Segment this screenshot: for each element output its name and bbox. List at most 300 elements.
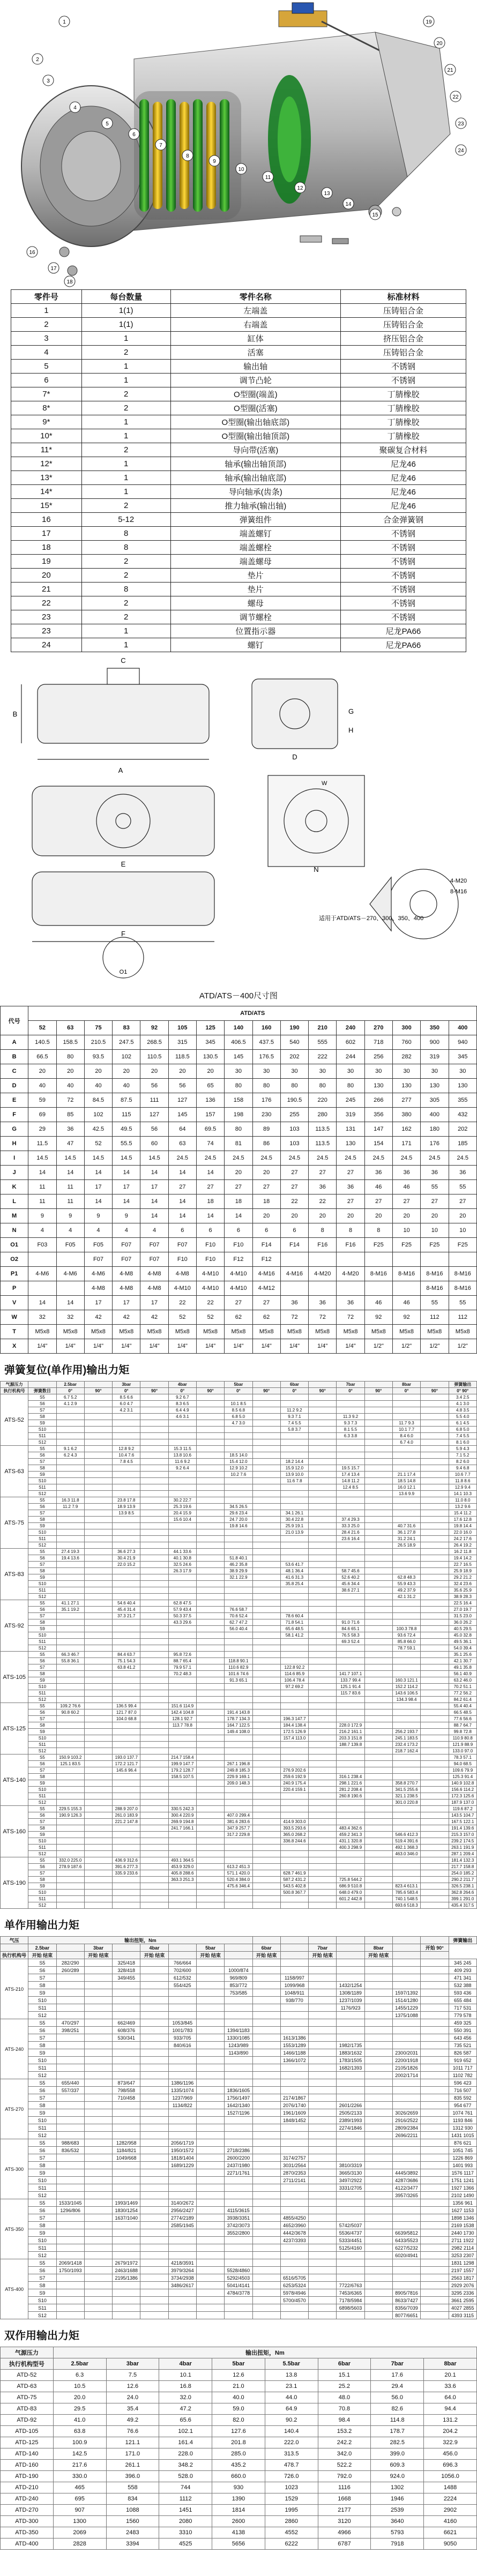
spring-cell — [84, 1459, 112, 1465]
spring-cell: 18.2 14.4 — [280, 1459, 308, 1465]
dims-model-header: 125 — [196, 1021, 224, 1035]
spring-cell — [113, 1645, 140, 1652]
spring-cell — [140, 1394, 168, 1401]
spring-cell — [252, 1857, 280, 1864]
single-cell — [84, 2162, 112, 2169]
dims-cell: M5x8 — [309, 1325, 337, 1339]
dims-cell: 11 — [28, 1194, 56, 1209]
spring-cell: 31.2 24.1 — [392, 1536, 420, 1542]
spring-cell — [337, 1800, 364, 1806]
single-cell — [84, 1997, 112, 2004]
spring-cell: 193.0 137.7 — [113, 1754, 140, 1761]
spring-cell: S7 — [28, 1562, 56, 1568]
single-cell — [309, 2304, 337, 2312]
single-cell: 1898 1346 — [449, 2214, 477, 2222]
single-cell: 2956/2427 — [168, 2207, 196, 2214]
single-cell — [168, 2049, 196, 2057]
double-cell: 660.0 — [212, 2471, 265, 2482]
dims-cell: H — [1, 1137, 28, 1151]
table-row — [1, 2154, 477, 2162]
single-cell — [364, 2177, 392, 2184]
spring-cell — [196, 1529, 224, 1536]
spring-cell — [309, 1658, 337, 1664]
spring-cell — [56, 1767, 84, 1774]
spring-cell — [196, 1639, 224, 1645]
spring-cell — [84, 1716, 112, 1722]
dims-cell: M5x8 — [364, 1325, 392, 1339]
spring-cell — [309, 1761, 337, 1767]
single-header-mid: 3bar — [84, 1944, 112, 1952]
single-cell — [196, 2139, 224, 2147]
spring-cell: 463.0 346.0 — [392, 1851, 420, 1857]
dims-cell: 56 — [140, 1079, 168, 1093]
parts-cell: 20 — [11, 569, 82, 583]
spring-cell: 196.3 147.7 — [280, 1716, 308, 1722]
single-cell — [225, 2297, 252, 2304]
double-cell: 330.0 — [53, 2471, 106, 2482]
single-cell: S9 — [28, 2169, 56, 2177]
exploded-view-drawing — [0, 0, 477, 289]
single-cell — [364, 2004, 392, 2012]
double-cell: ATD-160 — [1, 2460, 54, 2471]
spring-cell — [140, 1645, 168, 1652]
spring-cell — [140, 1883, 168, 1890]
spring-cell: 241.7 166.1 — [168, 1825, 196, 1832]
single-cell — [113, 2244, 140, 2252]
dims-cell: 4-M10 — [196, 1281, 224, 1296]
dims-model-header: 160 — [252, 1021, 280, 1035]
single-cell: 988/683 — [56, 2139, 84, 2147]
spring-cell — [225, 1542, 252, 1549]
table-row — [1, 2304, 477, 2312]
double-cell: 522.2 — [318, 2460, 371, 2471]
spring-torque-table — [0, 1381, 477, 1909]
table-row — [1, 1716, 477, 1722]
spring-subheader: 0° — [280, 1388, 308, 1394]
table-row — [1, 1742, 477, 1748]
spring-cell: S9 — [28, 1677, 56, 1684]
dims-cell: 1/4" — [140, 1339, 168, 1354]
single-cell — [337, 2079, 364, 2087]
dims-cell: 4 — [84, 1223, 112, 1238]
parts-cell: 不锈钢 — [340, 569, 466, 583]
spring-cell — [84, 1890, 112, 1896]
spring-cell: 66.3 46.7 — [56, 1652, 84, 1658]
spring-cell — [421, 1690, 449, 1697]
single-cell — [309, 1997, 337, 2004]
single-cell — [252, 2079, 280, 2087]
single-header-mid — [337, 1944, 364, 1952]
table-row — [1, 1194, 477, 1209]
spring-cell — [168, 1896, 196, 1902]
dims-cell: 22 — [280, 1194, 308, 1209]
spring-cell — [225, 1478, 252, 1484]
spring-cell: 347.9 257.7 — [225, 1825, 252, 1832]
spring-cell — [84, 1722, 112, 1729]
spring-cell — [309, 1780, 337, 1787]
single-cell — [168, 2312, 196, 2319]
single-cell — [309, 2184, 337, 2192]
spring-cell: 151.6 114.9 — [168, 1703, 196, 1709]
dims-cell: 400 — [421, 1108, 449, 1122]
spring-cell — [225, 1394, 252, 1401]
spring-cell: S9 — [28, 1523, 56, 1529]
spring-cell — [280, 1542, 308, 1549]
spring-cell: 5.5 4.0 — [449, 1414, 477, 1420]
single-cell — [168, 2012, 196, 2019]
spring-cell — [56, 1420, 84, 1427]
spring-cell: 228.0 172.9 — [337, 1722, 364, 1729]
spring-cell — [113, 1800, 140, 1806]
table-row — [1, 1671, 477, 1677]
dims-cell: 36 — [337, 1180, 364, 1194]
spring-header — [28, 1382, 56, 1388]
single-cell — [113, 2222, 140, 2229]
single-cell — [196, 2094, 224, 2102]
single-cell — [421, 2192, 449, 2199]
single-cell — [84, 2289, 112, 2297]
dims-cell: F12 — [252, 1252, 280, 1267]
dims-cell: M5x8 — [421, 1325, 449, 1339]
spring-cell — [252, 1465, 280, 1472]
table-row — [1, 2493, 477, 2505]
spring-cell — [364, 1806, 392, 1812]
spring-cell — [309, 1890, 337, 1896]
spring-cell — [421, 1465, 449, 1472]
spring-cell — [280, 1439, 308, 1446]
single-cell — [421, 2087, 449, 2094]
dims-cell: K — [1, 1180, 28, 1194]
table-row — [1, 2124, 477, 2132]
single-cell: S5 — [28, 2199, 56, 2207]
single-cell: 2601/2266 — [337, 2102, 364, 2109]
spring-cell — [252, 1407, 280, 1414]
single-cell — [113, 2042, 140, 2049]
dims-cell: 130 — [449, 1079, 477, 1093]
spring-cell — [168, 1523, 196, 1529]
single-cell — [309, 2169, 337, 2177]
spring-cell: 13.8 10.6 — [168, 1452, 196, 1459]
single-cell — [309, 2244, 337, 2252]
dims-cell — [56, 1252, 84, 1267]
single-cell — [140, 2259, 168, 2267]
spring-cell: 32.4 23.6 — [449, 1581, 477, 1587]
spring-cell: 3.4 2.5 — [449, 1394, 477, 1401]
spring-header: 8bar — [392, 1382, 420, 1388]
spring-cell — [364, 1472, 392, 1478]
dims-code-header: 代号 — [1, 1006, 28, 1035]
spring-cell — [309, 1523, 337, 1529]
spring-cell — [140, 1806, 168, 1812]
table-row — [1, 2267, 477, 2274]
single-cell: 608/376 — [113, 2027, 140, 2034]
single-cell: S5 — [28, 2079, 56, 2087]
callout-number: 20 — [436, 41, 443, 47]
callout-number: 8 — [186, 153, 189, 159]
spring-cell: 46.2 35.8 — [225, 1562, 252, 1568]
spring-cell — [309, 1639, 337, 1645]
spring-subheader: 90° — [84, 1388, 112, 1394]
spring-cell — [252, 1664, 280, 1671]
single-cell — [364, 2102, 392, 2109]
spring-cell — [364, 1845, 392, 1851]
spring-cell: 336.8 244.6 — [280, 1838, 308, 1845]
spring-cell: 19.8 14.4 — [449, 1523, 477, 1529]
spring-cell: 37.4 29.3 — [337, 1517, 364, 1523]
dimension-drawing-svg — [0, 652, 477, 984]
double-cell: 1056.0 — [424, 2471, 477, 2482]
spring-cell — [225, 1845, 252, 1851]
single-cell — [196, 1997, 224, 2004]
parts-cell: 不锈钢 — [340, 583, 466, 596]
single-cell: 702/600 — [168, 1967, 196, 1974]
single-cell — [140, 2289, 168, 2297]
spring-cell — [421, 1780, 449, 1787]
dims-cell: 103 — [280, 1122, 308, 1137]
spring-cell — [56, 1427, 84, 1433]
spring-cell — [196, 1748, 224, 1754]
double-cell: 21.0 — [212, 2381, 265, 2392]
dims-cell: 718 — [364, 1035, 392, 1050]
parts-cell: 轴承(输出轴顶部) — [170, 457, 340, 471]
spring-cell: 276.9 202.6 — [280, 1767, 308, 1774]
single-cell: S10 — [28, 1997, 56, 2004]
spring-cell: 44.1 33.6 — [168, 1549, 196, 1555]
single-cell: 1533/1045 — [56, 2199, 84, 2207]
spring-cell — [84, 1401, 112, 1407]
spring-cell — [113, 1890, 140, 1896]
spring-cell — [364, 1600, 392, 1607]
dims-cell: 30 — [280, 1064, 308, 1079]
dims-cell: 1/2" — [392, 1339, 420, 1354]
dims-cell: 20 — [56, 1064, 84, 1079]
single-cell — [225, 1997, 252, 2004]
single-cell: 7453/6365 — [337, 2289, 364, 2297]
parts-header: 每台数量 — [81, 290, 170, 304]
spring-cell: 4.6 3.1 — [168, 1414, 196, 1420]
table-row — [11, 471, 466, 485]
double-cell: 40.0 — [212, 2392, 265, 2403]
spring-cell — [140, 1780, 168, 1787]
spring-cell — [421, 1478, 449, 1484]
spring-cell — [56, 1671, 84, 1677]
table-row — [1, 1296, 477, 1310]
spring-cell: 79.9 57.1 — [168, 1664, 196, 1671]
spring-cell — [309, 1825, 337, 1832]
dims-cell: 4-M6 — [56, 1267, 84, 1281]
spring-cell — [252, 1542, 280, 1549]
spring-cell — [337, 1562, 364, 1568]
spring-cell — [364, 1574, 392, 1581]
dims-cell: 900 — [421, 1035, 449, 1050]
spring-model: ATS-75 — [1, 1497, 28, 1549]
single-cell — [168, 2237, 196, 2244]
single-cell — [140, 1989, 168, 1997]
parts-cell: 2 — [81, 555, 170, 569]
spring-cell: 785.6 583.4 — [392, 1890, 420, 1896]
spring-cell — [196, 1864, 224, 1870]
spring-cell: S10 — [28, 1787, 56, 1793]
spring-cell: 13.6 9.9 — [392, 1491, 420, 1497]
single-cell: 835 592 — [449, 2094, 477, 2102]
spring-cell — [280, 1793, 308, 1800]
spring-cell — [113, 1896, 140, 1902]
table-row — [1, 2392, 477, 2403]
spring-cell: 13.2 9.6 — [449, 1504, 477, 1510]
dims-cell — [421, 1252, 449, 1267]
single-cell — [252, 2207, 280, 2214]
double-cell: 12.6 — [106, 2381, 159, 2392]
spring-cell — [196, 1690, 224, 1697]
dims-cell: 1/4" — [56, 1339, 84, 1354]
spring-cell: 8.1 5.5 — [337, 1427, 364, 1433]
single-cell: 2271/1761 — [225, 2169, 252, 2177]
spring-cell — [309, 1684, 337, 1690]
single-cell: 1751 1241 — [449, 2177, 477, 2184]
single-cell — [196, 2004, 224, 2012]
dims-cell: 4-M10 — [196, 1267, 224, 1281]
single-cell — [56, 2102, 84, 2109]
spring-cell — [225, 1639, 252, 1645]
table-row — [1, 2139, 477, 2147]
spring-cell — [56, 1407, 84, 1414]
single-cell — [168, 2229, 196, 2237]
table-row — [1, 1310, 477, 1325]
spring-cell: 22.5 16.4 — [449, 1600, 477, 1607]
dims-cell: 131 — [337, 1122, 364, 1137]
dims-cell: 86 — [252, 1137, 280, 1151]
spring-cell — [196, 1491, 224, 1497]
single-cell — [421, 1982, 449, 1989]
spring-cell — [225, 1536, 252, 1542]
single-cell: S7 — [28, 2094, 56, 2102]
spring-cell: 55.4 40.4 — [449, 1703, 477, 1709]
spring-cell — [140, 1401, 168, 1407]
spring-cell — [364, 1709, 392, 1716]
spring-cell — [309, 1484, 337, 1491]
table-row — [1, 1857, 477, 1864]
single-cell — [56, 2289, 84, 2297]
spring-cell — [421, 1626, 449, 1632]
spring-cell: 7.4 5.5 — [280, 1420, 308, 1427]
spring-cell — [84, 1729, 112, 1735]
spring-cell: 11.0 8.0 — [449, 1497, 477, 1504]
spring-cell — [309, 1754, 337, 1761]
spring-cell: S7 — [28, 1407, 56, 1414]
single-cell: 4122/3477 — [392, 2184, 420, 2192]
dims-cell: F25 — [449, 1238, 477, 1252]
spring-cell — [364, 1439, 392, 1446]
spring-cell — [84, 1427, 112, 1433]
spring-cell — [421, 1446, 449, 1452]
table-row — [1, 1407, 477, 1414]
spring-cell — [113, 1832, 140, 1838]
dims-cell: 20 — [252, 1209, 280, 1223]
spring-cell — [252, 1780, 280, 1787]
single-cell: 2440 1730 — [449, 2229, 477, 2237]
spring-cell: 21.1 17.4 — [392, 1472, 420, 1478]
single-cell — [309, 1989, 337, 1997]
single-cell: S8 — [28, 2222, 56, 2229]
table-row — [1, 1967, 477, 1974]
spring-cell — [196, 1536, 224, 1542]
single-cell — [252, 2222, 280, 2229]
spring-cell — [140, 1536, 168, 1542]
dims-cell — [280, 1252, 308, 1267]
single-cell — [168, 2057, 196, 2064]
single-cell — [196, 2102, 224, 2109]
single-header-sub: 执行机构号 — [1, 1952, 28, 1959]
dims-cell — [364, 1252, 392, 1267]
spring-cell — [252, 1587, 280, 1594]
spring-cell — [225, 1581, 252, 1587]
dims-cell: 24.5 — [252, 1151, 280, 1166]
spring-cell — [337, 1748, 364, 1754]
dims-cell: 245 — [337, 1093, 364, 1108]
single-cell — [364, 2087, 392, 2094]
spring-cell — [196, 1697, 224, 1703]
single-cell — [84, 1959, 112, 1967]
spring-cell — [280, 1851, 308, 1857]
spring-cell — [309, 1607, 337, 1613]
single-cell — [196, 1982, 224, 1989]
dims-cell: 60 — [140, 1137, 168, 1151]
spring-cell — [113, 1517, 140, 1523]
spring-cell — [252, 1845, 280, 1851]
spring-cell — [364, 1427, 392, 1433]
spring-cell — [364, 1452, 392, 1459]
parts-cell: 1 — [81, 429, 170, 443]
spring-cell — [252, 1401, 280, 1407]
single-cell — [252, 2252, 280, 2259]
spring-cell — [196, 1664, 224, 1671]
spring-cell: 62.7 47.2 — [225, 1619, 252, 1626]
dims-cell: 22 — [196, 1296, 224, 1310]
spring-cell — [225, 1684, 252, 1690]
spring-cell — [364, 1767, 392, 1774]
spring-cell: 38.9 29.9 — [225, 1568, 252, 1574]
double-cell: 201.8 — [212, 2437, 265, 2448]
spring-subheader: 0° — [56, 1388, 84, 1394]
double-header: 执行机构型号 — [1, 2358, 54, 2370]
single-cell — [56, 2057, 84, 2064]
spring-cell: 209.0 148.3 — [225, 1780, 252, 1787]
parts-cell: 尼龙PA66 — [340, 638, 466, 652]
spring-cell — [280, 1857, 308, 1864]
double-cell: 1814 — [212, 2505, 265, 2516]
spring-cell: S7 — [28, 1870, 56, 1877]
spring-cell — [280, 1812, 308, 1819]
single-cell — [84, 2252, 112, 2259]
table-row — [11, 610, 466, 624]
single-header-top: 输出扭矩，Nm — [28, 1937, 252, 1944]
spring-cell — [168, 1748, 196, 1754]
double-cell: ATD-140 — [1, 2448, 54, 2460]
single-cell: 3253 2307 — [449, 2252, 477, 2259]
spring-cell — [421, 1394, 449, 1401]
single-cell: 1184/821 — [113, 2147, 140, 2154]
dims-cell: 10 — [421, 1223, 449, 1238]
dims-cell: 80 — [309, 1079, 337, 1093]
table-row — [11, 346, 466, 360]
single-cell — [196, 2117, 224, 2124]
spring-cell — [140, 1613, 168, 1619]
table-row — [1, 1870, 477, 1877]
single-cell — [252, 2049, 280, 2057]
double-cell: 2224 — [424, 2493, 477, 2505]
dims-cell: 30 — [364, 1064, 392, 1079]
spring-cell — [364, 1587, 392, 1594]
